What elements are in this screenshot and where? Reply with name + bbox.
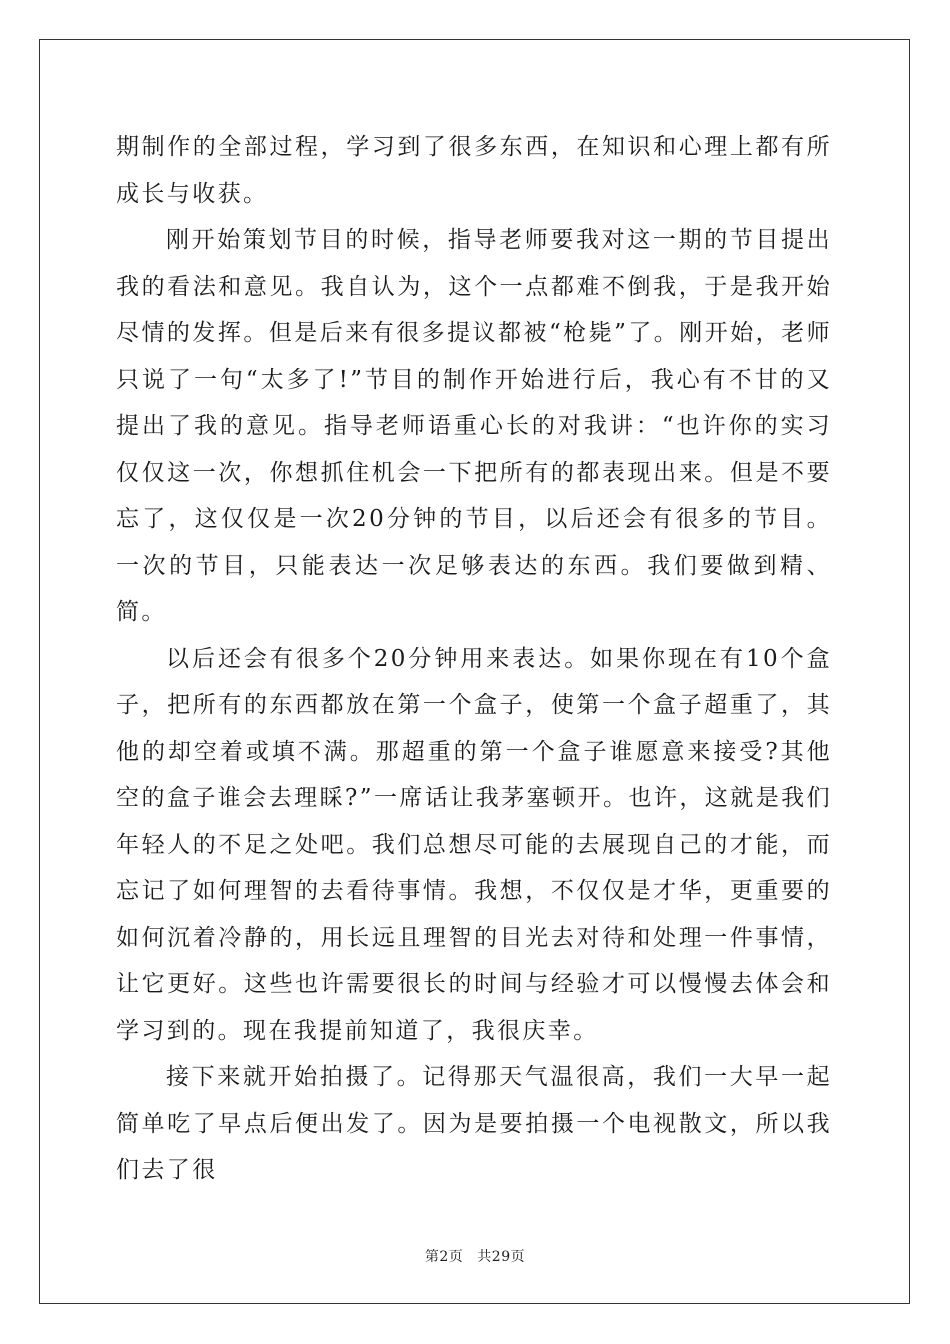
paragraph-3: 以后还会有很多个20分钟用来表达。如果你现在有10个盒子，把所有的东西都放在第一个盒子，使第一个盒子超重了，其他的却空着或填不满。那超重的第一个盒子谁愿意来接受?其他空的盒子谁会去理睬?”一席话让我茅塞顿开。也许，这就是我们年轻人的不足之处吧。我们总想尽可能的去展现自己的才能，而忘记了如何理智的去看待事情。我想，不仅仅是才华，更重要的如何沉着冷静的，用长远且理智的目光去对待和处理一件事情，让它更好。这些也许需要很长的时间与经验才可以慢慢去体会和学习到的。现在我提前知道了，我很庆幸。 bbox=[116, 645, 832, 1044]
page-total: 共29页 bbox=[477, 1249, 526, 1265]
paragraph-2: 刚开始策划节目的时候，指导老师要我对这一期的节目提出我的看法和意见。我自认为，这个一点都难不倒我，于是我开始尽情的发挥。但是后来有很多提议都被“枪毙”了。刚开始，老师只说了一句“太多了!”节目的制作开始进行后，我心有不甘的又提出了我的意见。指导老师语重心长的对我讲：“也许你的实习仅仅这一次，你想抓住机会一下把所有的都表现出来。但是不要忘了，这仅仅是一次20分钟的节目，以后还会有很多的节目。一次的节目，只能表达一次足够表达的东西。我们要做到精、简。 bbox=[116, 227, 832, 625]
document-body bbox=[116, 124, 832, 1194]
paragraph-4: 接下来就开始拍摄了。记得那天气温很高，我们一大早一起简单吃了早点后便出发了。因为是要拍摄一个电视散文，所以我们去了很 bbox=[116, 1064, 832, 1183]
page-number: 第2页 bbox=[424, 1249, 464, 1265]
page-footer bbox=[0, 1246, 950, 1266]
paragraph-1: 期制作的全部过程，学习到了很多东西，在知识和心理上都有所成长与收获。 bbox=[116, 134, 832, 207]
